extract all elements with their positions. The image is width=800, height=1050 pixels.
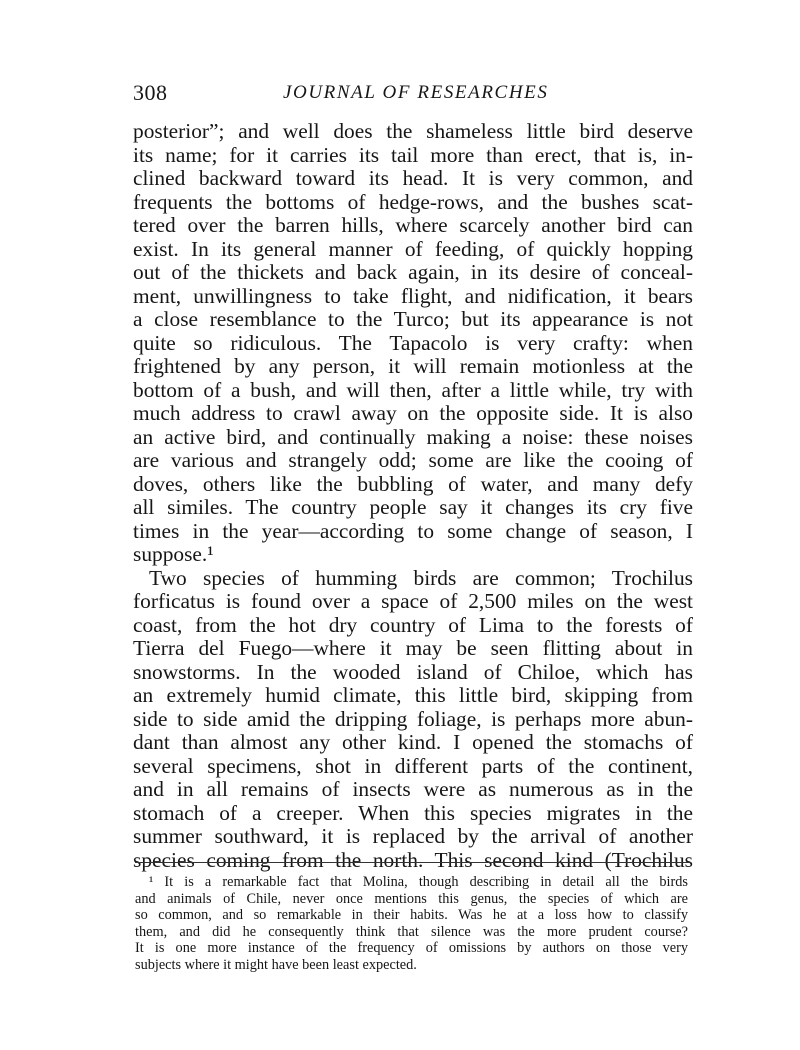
body-line: times in the year—according to some change of season, I bbox=[133, 518, 693, 543]
body-line: out of the thickets and back again, in its desire of conceal- bbox=[133, 260, 693, 284]
footnote-line: ¹ It is a remarkable fact that Molina, though describing in detail all the birds bbox=[149, 874, 688, 890]
body-line: Two species of humming birds are common; Trochilus bbox=[149, 565, 693, 590]
body-line: frequents the bottoms of hedge-rows, and the bushes scat- bbox=[133, 189, 693, 214]
body-line: exist. In its general manner of feeding, of quickly hopping bbox=[133, 236, 693, 261]
body-line: are various and strangely odd; some are like the cooing of bbox=[133, 448, 693, 472]
body-line: and in all remains of insects were as numerous as in the bbox=[133, 777, 693, 801]
body-line: snowstorms. In the wooded island of Chiloe, which has bbox=[133, 659, 693, 684]
body-line: ment, unwillingness to take flight, and nidification, it bears bbox=[133, 283, 693, 308]
body-line: an active bird, and continually making a noise: these noises bbox=[133, 424, 693, 449]
body-line: a close resemblance to the Turco; but its appearance is not bbox=[133, 307, 693, 331]
body-line: several specimens, shot in different parts of the continent, bbox=[133, 753, 693, 778]
body-line: all similes. The country people say it changes its cry five bbox=[133, 495, 693, 519]
body-line: dant than almost any other kind. I opened the stomachs of bbox=[133, 730, 693, 754]
body-line: suppose.¹ bbox=[133, 542, 214, 566]
body-line: species coming from the north. This second kind (Trochilus bbox=[133, 847, 693, 872]
body-line: posterior”; and well does the shameless little bird deserve bbox=[133, 119, 693, 143]
body-line: doves, others like the bubbling of water, and many defy bbox=[133, 471, 693, 496]
body-line: summer southward, it is replaced by the arrival of another bbox=[133, 824, 693, 848]
footnote-line: so common, and so remarkable in their habits. Was he at a loss how to classify bbox=[135, 907, 688, 924]
body-line: frightened by any person, it will remain motionless at the bbox=[133, 354, 693, 378]
body-line: side to side amid the dripping foliage, is perhaps more abun- bbox=[133, 706, 693, 731]
running-head bbox=[133, 78, 693, 108]
footnote-line: subjects where it might have been least expected. bbox=[135, 956, 417, 973]
body-line: Tierra del Fuego—where it may be seen flitting about in bbox=[133, 636, 693, 660]
body-line: an extremely humid climate, this little bird, skipping from bbox=[133, 683, 693, 707]
body-line: clined backward toward its head. It is very common, and bbox=[133, 166, 693, 190]
body-line: bottom of a bush, and will then, after a little while, try with bbox=[133, 377, 693, 402]
running-title: JOURNAL OF RESEARCHES bbox=[283, 82, 549, 103]
body-line: its name; for it carries its tail more than erect, that is, in- bbox=[133, 142, 693, 167]
body-line: much address to crawl away on the opposite side. It is also bbox=[133, 401, 693, 425]
footnote-line: them, and did he consequently think that silence was the more prudent course? bbox=[135, 923, 688, 940]
body-line: forficatus is found over a space of 2,500 miles on the west bbox=[133, 589, 693, 613]
body-line: tered over the barren hills, where scarcely another bird can bbox=[133, 213, 693, 237]
footnotes bbox=[135, 874, 688, 974]
body-text bbox=[133, 120, 693, 872]
footnote-line: It is one more instance of the frequency of omissions by authors on those very bbox=[135, 940, 688, 957]
body-line: stomach of a creeper. When this species migrates in the bbox=[133, 800, 693, 825]
body-line: quite so ridiculous. The Tapacolo is very crafty: when bbox=[133, 330, 693, 355]
footnote-line: and animals of Chile, never once mentions this genus, the species of which are bbox=[135, 890, 688, 907]
body-line: coast, from the hot dry country of Lima to the forests of bbox=[133, 612, 693, 637]
footnote-divider bbox=[135, 862, 691, 863]
page-number: 308 bbox=[133, 80, 168, 105]
